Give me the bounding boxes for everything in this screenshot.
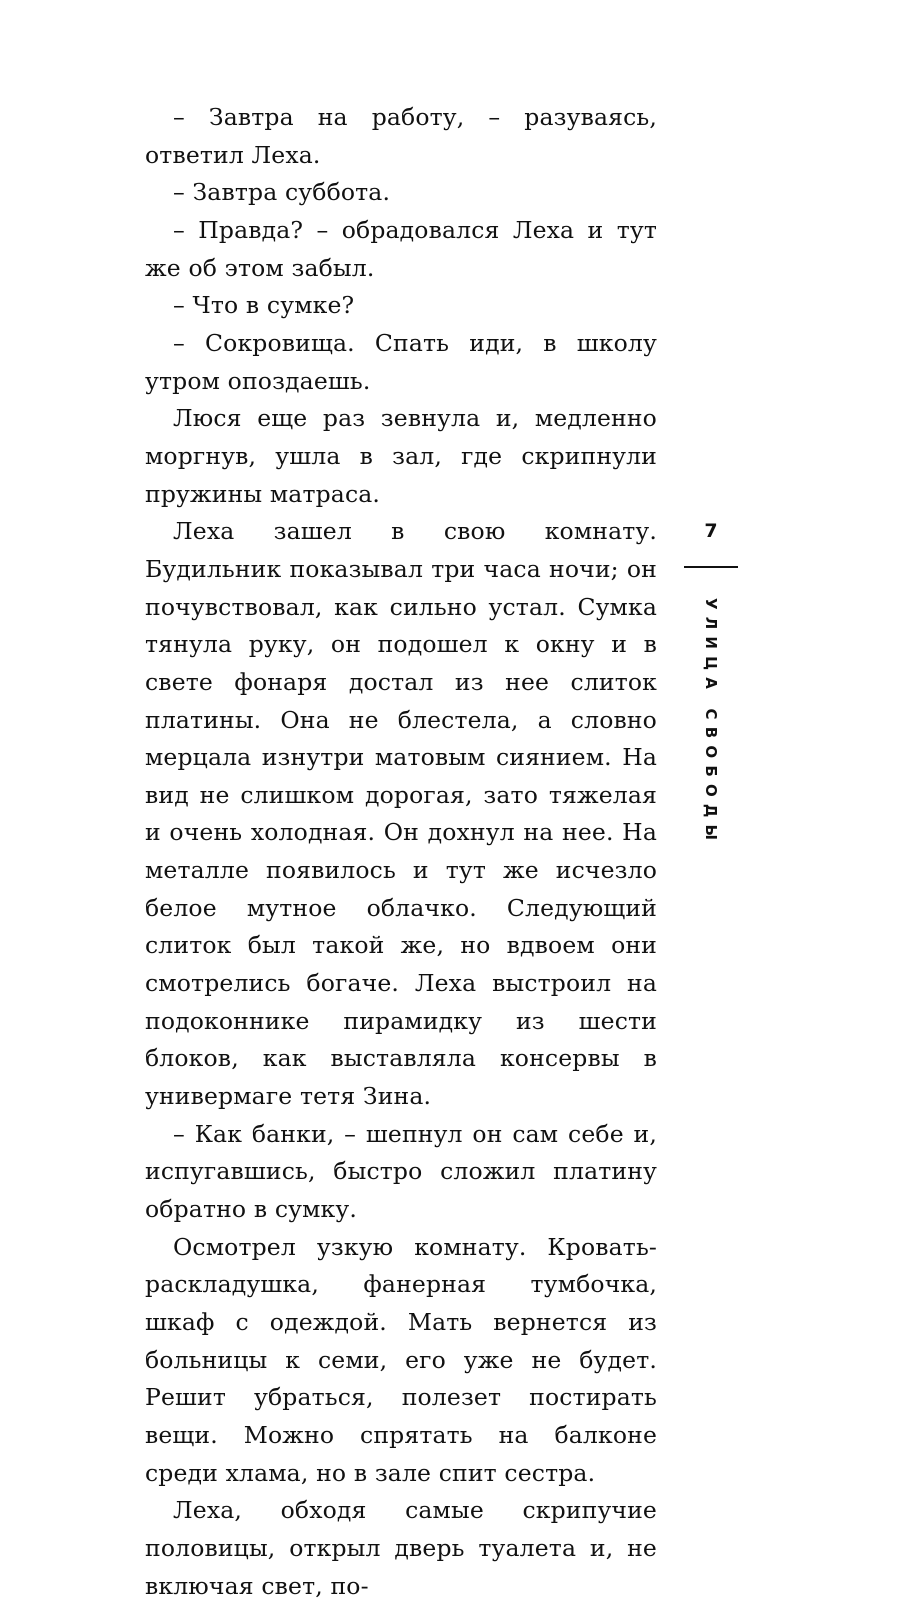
- paragraph-10: Леха, обходя самые скрипучие половицы, открыл дверь туалета и, не включая свет, по-: [145, 1496, 657, 1600]
- page-number: 7: [704, 520, 718, 542]
- paragraph-5: – Сокровища. Спать иди, в школу утром опоздаешь.: [145, 328, 657, 395]
- paragraph-9: Осмотрел узкую комнату. Кровать-раскладушка, фанерная тумбочка, шкаф с одеждой. Мать вернется из больницы к семи, его уже не будет. Решит убраться, полезет постирать вещи. Можно спрятать на балконе среди хлама, но в зале спит сестра.: [145, 1232, 657, 1487]
- paragraph-6: Люся еще раз зевнула и, медленно моргнув, ушла в зал, где скрипнули пружины матраса.: [145, 404, 657, 508]
- paragraph-4: – Что в сумке?: [173, 291, 355, 320]
- paragraph-8: – Как банки, – шепнул он сам себе и, испугавшись, быстро сложил платину обратно в сумку.: [145, 1119, 657, 1224]
- paragraph-3: – Правда? – обрадовался Леха и тут же об этом забыл.: [145, 215, 657, 282]
- paragraph-1: – Завтра на работу, – разуваясь, ответил Леха.: [145, 103, 657, 169]
- folio-divider: [684, 566, 738, 568]
- running-title: УЛИЦА СВОБОДЫ: [702, 598, 720, 848]
- paragraph-7: Леха зашел в свою комнату. Будильник показывал три часа ночи; он почувствовал, как сильно устал. Сумка тянула руку, он подошел к окну и в свете фонаря достал из нее слиток платины. Она не блестела, а словно мерцала изнутри матовым сиянием. На вид не слишком дорогая, зато тяжелая и очень холодная. Он дохнул на нее. На металле появилось и тут же исчезло белое мутное облачко. Следующий слиток был такой же, но вдвоем они смотрелись богаче. Леха выстроил на подоконнике пирамидку из шести блоков, как выставляла консервы в универмаге тетя Зина.: [145, 517, 657, 1111]
- body-text: [145, 99, 657, 1605]
- paragraph-2: – Завтра суббота.: [173, 178, 391, 207]
